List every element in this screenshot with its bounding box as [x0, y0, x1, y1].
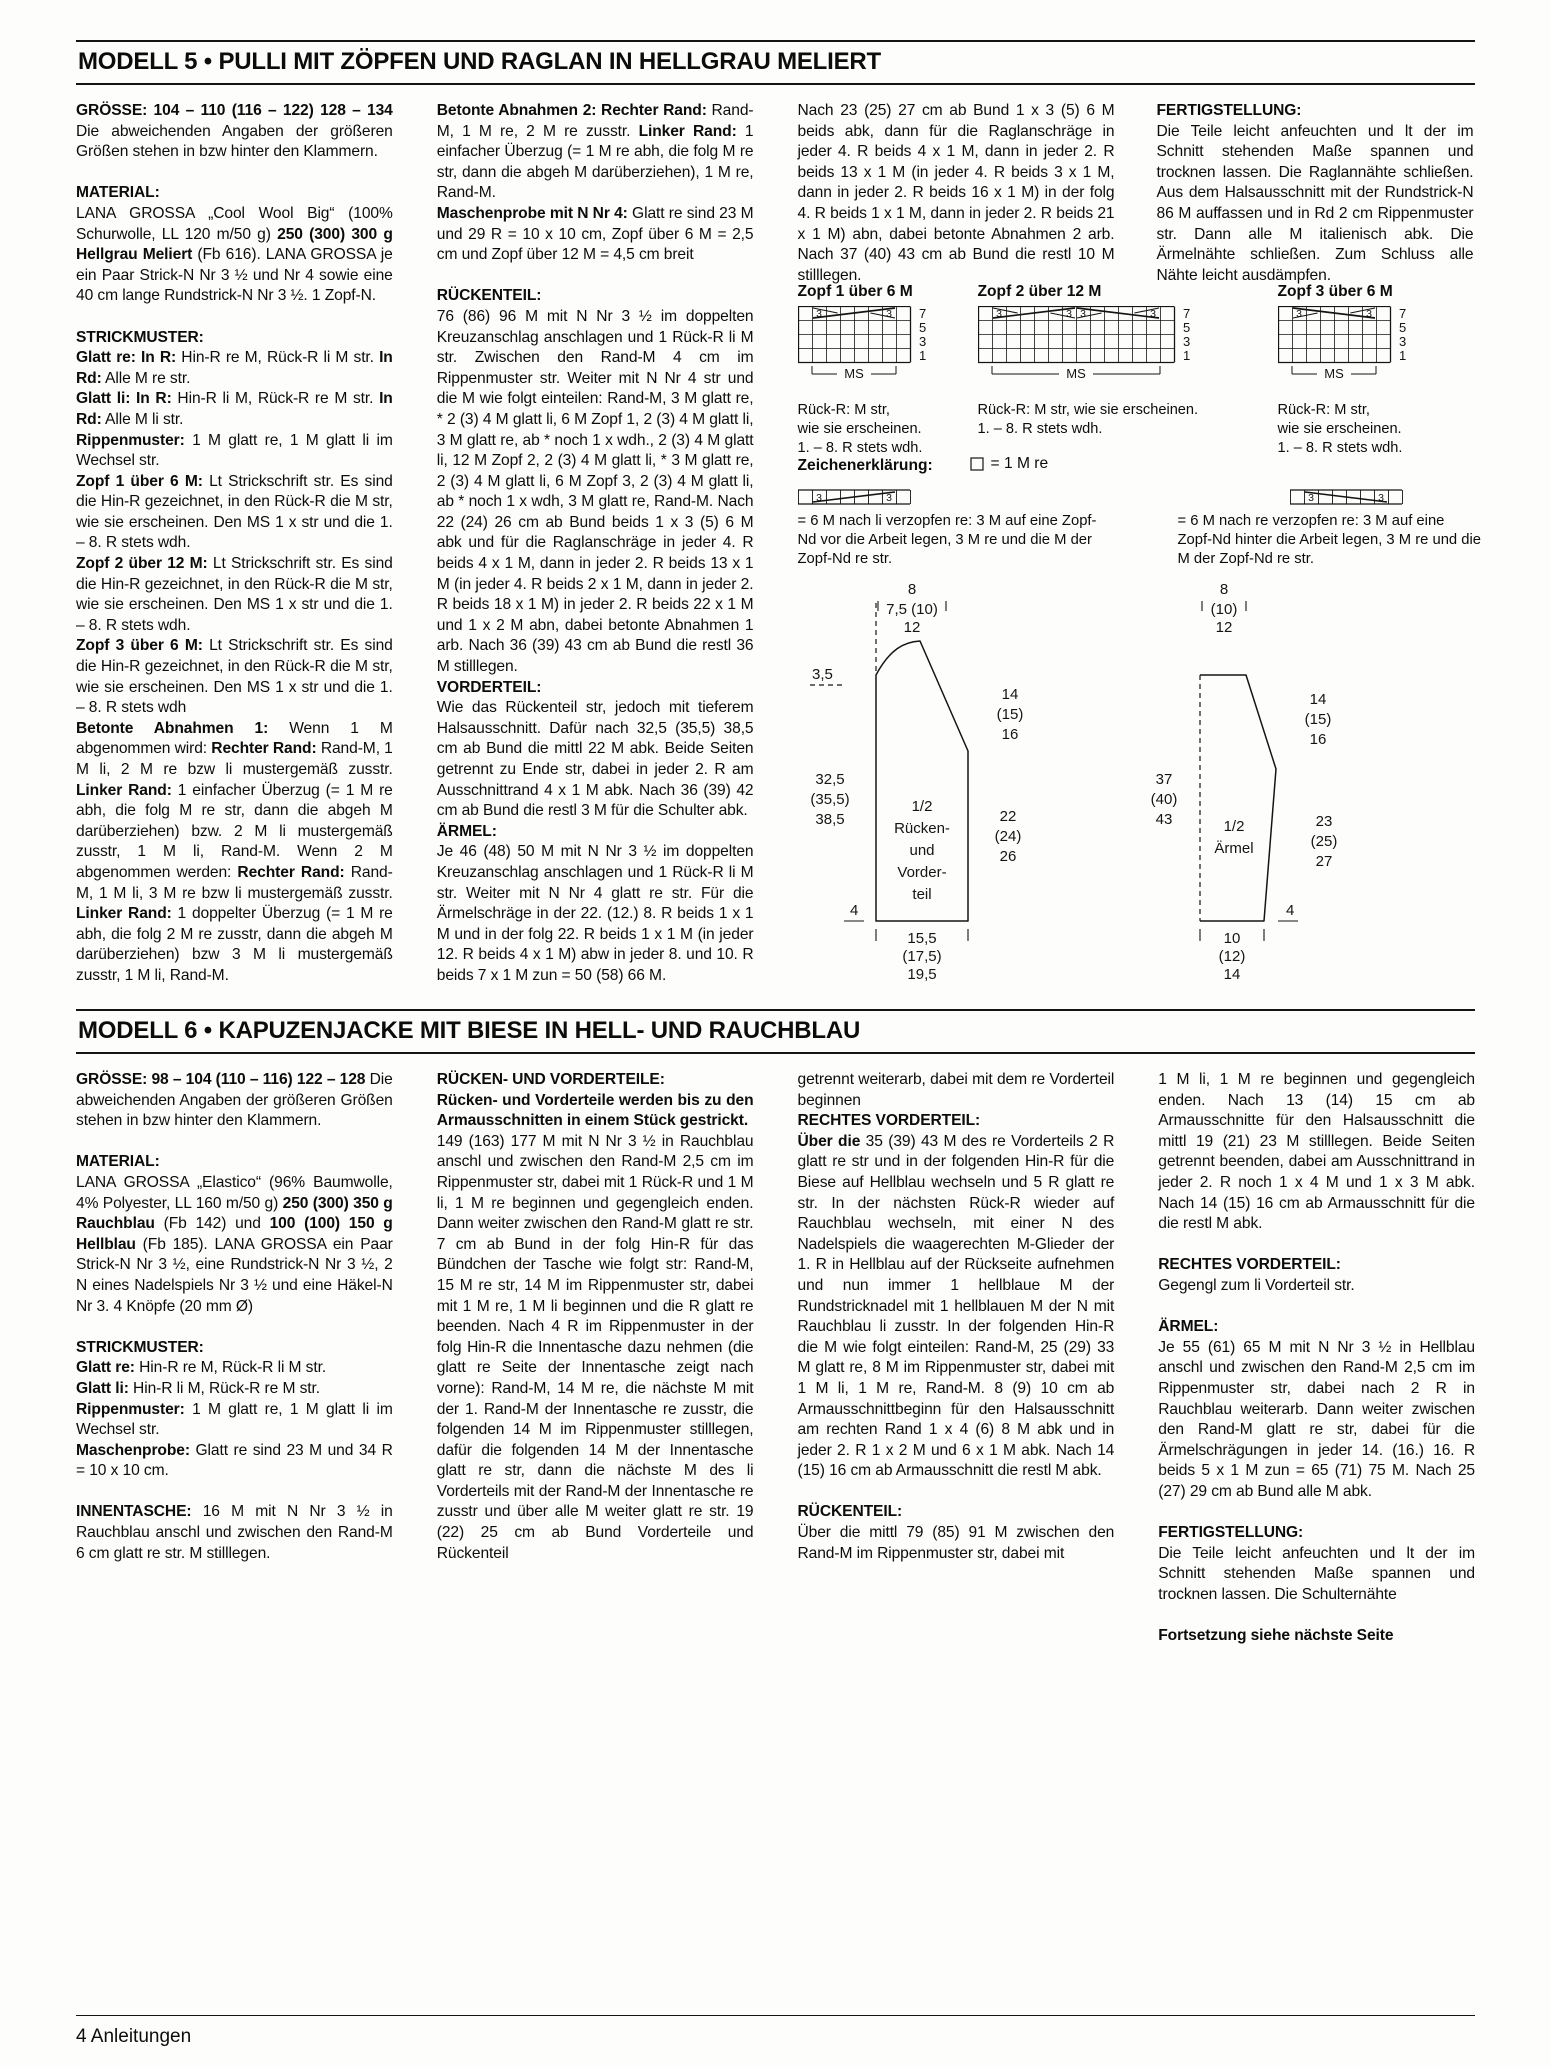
paragraph: Rücken- und Vorderteile werden bis zu den Armausschnitten in einem Stück gestrickt. [436, 1091, 754, 1130]
model6-body [76, 1070, 1475, 1647]
svg-text:7: 7 [1182, 306, 1190, 321]
paragraph: Zopf 2 über 12 M: Lt Strickschrift str. Es sind die Hin-R gezeichnet, in den Rück-R die M str, wie sie erscheinen. Den MS 1 x str und die 1. – 8. R stets wdh. [76, 555, 393, 634]
body-top-measure-3: 12 [903, 619, 920, 636]
cable-chart-zopf1 [798, 283, 936, 457]
body-piece-name-2: Rücken- [893, 820, 950, 837]
svg-text:3: 3 [1307, 492, 1314, 504]
paragraph: Betonte Abnahmen 1: Wenn 1 M abgenommen wird: Rechter Rand: Rand-M, 1 M li, 2 M re bzw li mustergemäß zusstr. Linker Rand: 1 einfacher Überzug (= 1 M re abh, die folg M re str, dann die abgeh M darüberziehen) bzw. 2 M li mustergemäß zusstr, 1 M li, Rand-M. Wenn 2 M abgenommen werden: Rechter Rand: Rand-M, 1 M li, 3 M re bzw li mustergemäß zusstr. Linker Rand: 1 doppelter Überzug (= 1 M re abh, die folg 2 M re zusstr, dann die abgeh M darüberziehen) bzw 3 M li mustergemäß zusstr, 1 M li, Rand-M. [76, 719, 393, 984]
sleeve-piece-name-1: 1/2 [1223, 818, 1244, 835]
paragraph: RÜCKENTEIL: [436, 287, 542, 305]
paragraph: Die Teile leicht anfeuchten und lt der im Schnitt stehenden Maße spannen und trocknen lassen. Die Schulternähte [1158, 1544, 1475, 1603]
model5-body [76, 101, 1482, 989]
svg-text:MS: MS [1065, 366, 1086, 381]
chart-title: Zopf 1 über 6 M [797, 283, 913, 300]
svg-text:3: 3 [1149, 308, 1156, 320]
sleeve-raglan-3: 16 [1309, 731, 1326, 748]
body-top-measure-1: 8 [907, 581, 916, 598]
body-top-measure-2: 7,5 (10) [885, 601, 938, 618]
paragraph: GRÖSSE: 104 – 110 (116 – 122) 128 – 134 Die abweichenden Angaben der größeren Größen stehen in bzw hinter den Klammern. [76, 102, 393, 161]
sleeve-schematic [1128, 579, 1388, 984]
paragraph: Rippenmuster: 1 M glatt re, 1 M glatt li im Wechsel str. [76, 431, 393, 470]
svg-text:3: 3 [918, 334, 926, 349]
m5-column-3 [798, 101, 1115, 286]
model5-header [76, 40, 1475, 85]
svg-text:1: 1 [1182, 348, 1190, 363]
chart-legend: Rück-R: M str, wie sie erscheinen. 1. – 8. R stets wdh. [797, 402, 923, 456]
body-side-1: 22 [999, 808, 1016, 825]
paragraph: GRÖSSE: 98 – 104 (110 – 116) 122 – 128 Die abweichenden Angaben der größeren Größen stehen in bzw hinter den Klammern. [76, 1071, 393, 1130]
paragraph: 149 (163) 177 M mit N Nr 3 ½ in Rauchblau anschl und zwischen den Rand-M 2,5 cm im Rippenmuster str, dabei mit 1 Rück-R und 1 M li, 1 M re beginnen und gegengleich enden. Dann weiter zwischen den Rand-M glatt re str. 7 cm ab Bund in der folg Hin-R für das Bündchen der Tasche wie folgt str: Rand-M, 15 M re str, 14 M im Rippenmuster str, dabei mit 1 M re, 1 M li beginnen und die R glatt re beenden. Nach 4 R im Rippenmuster in der folg Hin-R die Innentasche dazu nehmen (die glatt re Seite der Innentasche zeigt nach vorne): Rand-M, 14 M re, die nächste M mit der 1. Rand-M der Innentasche re zusstr, die folgenden 14 M im Rippenmuster stilllegen, dafür die folgenden 14 M der Innentasche glatt re str, dann die nächste M des li Vorderteils mit der Rand-M der Innentasche re zusstr und über alle M weiter glatt re str. 19 (22) 25 cm ab Bund Vorderteile und Rückenteil [436, 1132, 754, 1562]
cable-right-key [1178, 489, 1483, 569]
paragraph: Gegengl zum li Vorderteil str. [1158, 1276, 1355, 1294]
body-raglan-2: (15) [996, 706, 1023, 723]
paragraph: Die Teile leicht anfeuchten und lt der im Schnitt stehenden Maße spannen und trocknen lassen. Die Raglannähte schließen. Aus dem Halsausschnitt mit der Rundstrick-N 86 M auffassen und in Rd 2 cm Rippenmuster str. Dann alle M italienisch abk. Die Ärmelnähte schließen. Zum Schluss alle Nähte leicht ausdämpfen. [1156, 122, 1474, 284]
paragraph: 76 (86) 96 M mit N Nr 3 ½ im doppelten Kreuzanschlag anschlagen und 1 Rück-R li M str. Zwischen den Rand-M 4 cm im Rippenmuster str. Weiter mit N Nr 4 str und die M wie folgt einteilen: Rand-M, 3 M glatt re, * 2 (3) 4 M glatt li, 6 M Zopf 1, 2 (3) 4 M glatt li, 3 M glatt re, ab * noch 1 x wdh., 2 (3) 4 M glatt li, 12 M Zopf 2, 2 (3) 4 M glatt li, * 3 M glatt re, 2 (3) 4 M glatt li, 6 M Zopf 3, 2 (3) 4 M glatt li, ab * noch 1 x wdh, 3 M glatt re, Rand-M. Nach 22 (24) 26 cm ab Bund beids 1 x 3 (5) 6 M abk und für die Raglanschräge in jeder 4. R beids 4 x 1 M, dann in jeder 2. R beids 13 x 1 M (in jeder 4. R beids 2 x 1 M, dann in jeder 2. R beids 18 x 1 M) in jeder 2. R beids 22 x 1 M und 1 x 2 M abn, dabei betonte Abnahmen 1 arb. Nach 36 (39) 43 cm ab Bund die restl 36 M stilllegen. [436, 307, 754, 676]
paragraph: Maschenprobe: Glatt re sind 23 M und 34 R = 10 x 10 cm. [76, 1441, 393, 1480]
chart-title: Zopf 3 über 6 M [1277, 283, 1393, 300]
model5-title: MODELL 5 • PULLI MIT ZÖPFEN UND RAGLAN IN HELLGRAU MELIERT [78, 48, 882, 75]
m6-column-4 [1158, 1070, 1475, 1647]
sleeve-side-2: (25) [1310, 833, 1337, 850]
chart-grid [798, 306, 936, 390]
paragraph: VORDERTEIL: [436, 678, 542, 696]
model5-section [76, 40, 1482, 989]
svg-text:3: 3 [885, 492, 892, 504]
svg-text:3: 3 [1182, 334, 1190, 349]
cable-chart-zopf3 [1278, 283, 1416, 457]
body-raglan-1: 14 [1001, 686, 1018, 703]
body-length-1: 32,5 [814, 771, 845, 788]
paragraph: FERTIGSTELLUNG: [1158, 1524, 1304, 1542]
m5-column-1 [76, 101, 393, 989]
svg-text:5: 5 [1182, 320, 1190, 335]
sleeve-bottom-1: 10 [1223, 930, 1240, 947]
sleeve-bottom-3: 14 [1223, 966, 1240, 983]
svg-text:7: 7 [1398, 306, 1406, 321]
cable-left-text: = 6 M nach li verzopfen re: 3 M auf eine Zopf-Nd vor die Arbeit legen, 3 M re und die M der Zopf-Nd re str. [797, 513, 1097, 567]
model6-header [76, 1009, 1475, 1054]
body-raglan-3: 16 [1001, 726, 1018, 743]
sleeve-raglan-1: 14 [1309, 691, 1326, 708]
model6-title: MODELL 6 • KAPUZENJACKE MIT BIESE IN HELL- UND RAUCHBLAU [78, 1017, 861, 1044]
paragraph: FERTIGSTELLUNG: [1156, 102, 1302, 119]
paragraph: Rippenmuster: 1 M glatt re, 1 M glatt li im Wechsel str. [76, 1400, 393, 1439]
sleeve-length-2: (40) [1150, 791, 1177, 808]
paragraph: STRICKMUSTER: [76, 1338, 204, 1356]
svg-text:5: 5 [1398, 320, 1406, 335]
paragraph: MATERIAL: [76, 1153, 160, 1171]
cable-left-key [798, 489, 1103, 569]
svg-text:3: 3 [815, 308, 822, 320]
body-bottom-3: 19,5 [906, 966, 937, 983]
svg-text:3: 3 [1295, 308, 1302, 320]
paragraph: STRICKMUSTER: [76, 328, 204, 346]
paragraph: MATERIAL: [76, 184, 160, 202]
paragraph: Glatt li: In R: Hin-R li M, Rück-R re M str. In Rd: Alle M li str. [76, 390, 393, 428]
paragraph: Maschenprobe mit N Nr 4: Glatt re sind 23 M und 29 R = 10 x 10 cm, Zopf über 6 M = 2,5 cm und Zopf über 12 M = 4,5 cm breit [436, 204, 754, 264]
paragraph: Über die mittl 79 (85) 91 M zwischen den Rand-M im Rippenmuster str, dabei mit [797, 1524, 1115, 1562]
paragraph: Wie das Rückenteil str, jedoch mit tieferem Halsausschnitt. Dafür nach 32,5 (35,5) 38,5 cm ab Bund die mittl 22 M abk. Beide Seiten getrennt zu Ende str, dabei in jeder 2. R am Ausschnittrand 4 x 1 M abk. Nach 36 (39) 42 cm ab Bund die restl 3 M für die Schulter abk. [436, 699, 754, 820]
sleeve-piece-name-2: Ärmel [1213, 840, 1254, 857]
knit-stitch-icon [970, 457, 984, 471]
sleeve-top-measure-2: (10) [1210, 601, 1237, 618]
body-length-2: (35,5) [809, 791, 850, 808]
chart-legend: Rück-R: M str, wie sie erscheinen. 1. – 8. R stets wdh. [977, 402, 1199, 437]
paragraph: Betonte Abnahmen 2: Rechter Rand: Rand-M, 1 M re, 2 M re zusstr. Linker Rand: 1 einfacher Überzug (= 1 M re abh, die folg M re str, dann die abgeh M darüberziehen), 1 M re, Rand-M. [436, 102, 754, 202]
paragraph: LANA GROSSA „Elastico“ (96% Baumwolle, 4% Polyester, LL 160 m/50 g) 250 (300) 350 g Rauchblau (Fb 142) und 100 (100) 150 g Hellblau (Fb 185). LANA GROSSA ein Paar Strick-N Nr 3 ½, eine Rundstrick-N Nr 3 ½, 2 N eines Nadelspiels Nr 3 ½ und eine Häkel-N Nr 3. 4 Knöpfe (20 mm Ø) [76, 1173, 393, 1315]
svg-text:3: 3 [1377, 492, 1384, 504]
sleeve-raglan-2: (15) [1304, 711, 1331, 728]
symbol-key-title: Zeichenerklärung: [797, 457, 933, 474]
paragraph: Fortsetzung siehe nächste Seite [1158, 1627, 1394, 1645]
paragraph: RÜCKEN- UND VORDERTEILE: [436, 1071, 665, 1088]
paragraph: INNENTASCHE: 16 M mit N Nr 3 ½ in Rauchblau anschl und zwischen den Rand-M 6 cm glatt re str. M stilllegen. [76, 1503, 393, 1562]
svg-text:3: 3 [995, 308, 1002, 320]
paragraph: Glatt re: Hin-R re M, Rück-R li M str. [76, 1359, 327, 1377]
m6-column-1 [76, 1070, 393, 1647]
sleeve-side-3: 27 [1315, 853, 1332, 870]
svg-text:MS: MS [843, 366, 864, 381]
m6-column-2 [437, 1070, 754, 1647]
body-bottom-1: 15,5 [906, 930, 937, 947]
cable-right-text: = 6 M nach re verzopfen re: 3 M auf eine Zopf-Nd hinter die Arbeit legen, 3 M re und die M der Zopf-Nd re str. [1177, 513, 1482, 567]
paragraph: Über die 35 (39) 43 M des re Vorderteils 2 R glatt re str und in der folgenden Hin-R für die Biese auf Hellblau wechseln und 5 R glatt re str. In der nächsten Rück-R wieder auf Rauchblau wechseln, mit einer N des Nadelspiels die waagerechten M-Glieder der 1. R in Hellblau auf der Rückseite aufnehmen und nun immer 1 hellblaue M der Rundstricknadel mit 1 hellblauen M der N mit Rauchblau li zusstr. In der folgenden Hin-R die M wie folgt einteilen: Rand-M, 25 (29) 33 M glatt re, 8 M im Rippenmuster str, dabei mit 1 M li, 1 M re, Rand-M. 8 (9) 10 cm ab Armausschnittbeginn für den Halsausschnitt am rechten Rand 1 x 4 (6) 8 M abk und in jeder 2. R 1 x 2 M und 6 x 1 M abk. Nach 14 (15) 16 cm ab Armausschnitt die restl M abk. [797, 1132, 1115, 1480]
svg-text:3: 3 [1398, 334, 1406, 349]
sleeve-top-measure-1: 8 [1219, 581, 1228, 598]
paragraph: RECHTES VORDERTEIL: [1158, 1256, 1341, 1274]
body-rib-height-label: 4 [849, 902, 858, 919]
chart-grid [978, 306, 1200, 390]
page-footer [76, 2015, 1475, 2048]
paragraph: Zopf 1 über 6 M: Lt Strickschrift str. Es sind die Hin-R gezeichnet, in den Rück-R die M str, wie sie erscheinen. Den MS 1 x str und die 1. – 8. R stets wdh. [76, 472, 393, 552]
body-length-3: 38,5 [814, 811, 845, 828]
paragraph: Zopf 3 über 6 M: Lt Strickschrift str. Es sind die Hin-R gezeichnet, in den Rück-R die M str, wie sie erscheinen. Den MS 1 x str und die 1. – 8. R stets wdh [76, 637, 393, 717]
sleeve-top-measure-3: 12 [1215, 619, 1232, 636]
sleeve-rib-height-label: 4 [1285, 902, 1294, 919]
svg-text:1: 1 [1398, 348, 1406, 363]
chart-grid [1278, 306, 1416, 390]
knit-stitch-label: = 1 M re [990, 455, 1049, 472]
body-piece-name-4: Vorder- [896, 864, 947, 881]
cable-left-icon [798, 489, 914, 506]
svg-text:5: 5 [918, 320, 926, 335]
body-bottom-2: (17,5) [901, 948, 942, 965]
cable-right-icon [1290, 489, 1406, 506]
svg-text:3: 3 [885, 308, 892, 320]
paragraph: LANA GROSSA „Cool Wool Big“ (100% Schurwolle, LL 120 m/50 g) 250 (300) 300 g Hellgrau Meliert (Fb 616). LANA GROSSA je ein Paar Strick-N Nr 3 ½ und Nr 4 sowie eine 40 cm lange Rundstrick-N Nr 3 ½. 1 Zopf-N. [76, 204, 393, 305]
body-piece-name-5: teil [911, 886, 932, 903]
paragraph: RECHTES VORDERTEIL: [797, 1112, 981, 1130]
svg-text:7: 7 [918, 306, 926, 321]
sleeve-bottom-2: (12) [1218, 948, 1245, 965]
model6-section [76, 1009, 1475, 1647]
m6-column-3 [798, 1070, 1115, 1647]
cable-chart-zopf2 [978, 283, 1200, 439]
svg-text:MS: MS [1323, 366, 1344, 381]
sleeve-length-3: 43 [1155, 811, 1172, 828]
body-schematic [798, 579, 1098, 984]
paragraph: ÄRMEL: [436, 822, 497, 840]
svg-text:3: 3 [815, 492, 822, 504]
svg-text:3: 3 [1065, 308, 1072, 320]
paragraph: Glatt li: Hin-R li M, Rück-R re M str. [76, 1379, 320, 1397]
paragraph: Nach 23 (25) 27 cm ab Bund 1 x 3 (5) 6 M beids abk, dann für die Raglanschräge in jeder 4. R beids 4 x 1 M, dann in jeder 2. R beids 13 x 1 M (in jeder 4. R beids 3 x 1 M, dann in jeder 2. R beids 16 x 1 M) in der folg 4. R beids 1 x 1 M, dann in jeder 2. R beids 21 x 1 M) abn, dabei betonte Abnahmen 2 arb. Nach 37 (40) 43 cm ab Bund die restl 10 M stilllegen. [797, 102, 1115, 284]
m5-column-2 [437, 101, 754, 989]
symbol-key-knit-item [970, 455, 1049, 473]
paragraph: Je 46 (48) 50 M mit N Nr 3 ½ im doppelten Kreuzanschlag anschlagen und 1 Rück-R li M str. Weiter mit N Nr 4 glatt re str. Für die Ärmelschräge in der 22. (12.) 8. R beids 1 x 1 M und in der folg 22. R beids 1 x 1 M (in jeder 12. R beids 4 x 1 M) abw in jeder 8. und 10. R beids 7 x 1 M zun = 50 (58) 66 M. [436, 843, 754, 984]
page-footer-text: 4 Anleitungen [76, 2026, 192, 2047]
svg-text:3: 3 [1365, 308, 1372, 320]
svg-text:1: 1 [918, 348, 926, 363]
chart-title: Zopf 2 über 12 M [977, 283, 1102, 300]
body-neck-depth-label: 3,5 [811, 666, 833, 683]
paragraph: 1 M li, 1 M re beginnen und gegengleich enden. Nach 13 (14) 15 cm ab Armausschnitte für den Halsausschnitt die mittl 19 (21) 23 M stilllegen. Beide Seiten getrennt beenden, dabei am Ausschnittrand in jeder 2. R noch 1 x 4 M und 1 x 3 M abk. Nach 14 (15) 16 cm ab Armausschnitt für die die restl M abk. [1158, 1071, 1475, 1233]
paragraph: RÜCKENTEIL: [797, 1503, 903, 1521]
m5-charts-and-schematics [797, 101, 1482, 989]
body-piece-name-1: 1/2 [911, 798, 932, 815]
svg-text:3: 3 [1079, 308, 1086, 320]
chart-legend: Rück-R: M str, wie sie erscheinen. 1. – 8. R stets wdh. [1277, 402, 1403, 456]
sleeve-side-1: 23 [1315, 813, 1332, 830]
paragraph: Je 55 (61) 65 M mit N Nr 3 ½ in Hellblau anschl und zwischen den Rand-M 2,5 cm im Rippenmuster str, dabei nach 2 R in Rauchblau weiterarb. Dann weiter zwischen den Rand-M glatt re str, dabei für die Ärmelschrägungen in jeder 14. (16.) 16. R beids 5 x 1 M zun = 65 (71) 75 M. Nach 25 (27) 29 cm ab Bund alle M abk. [1158, 1338, 1475, 1500]
body-side-3: 26 [999, 848, 1016, 865]
body-side-2: (24) [994, 828, 1021, 845]
paragraph: ÄRMEL: [1158, 1318, 1219, 1336]
paragraph: getrennt weiterarb, dabei mit dem re Vorderteil beginnen [797, 1071, 1115, 1109]
body-piece-name-3: und [908, 842, 935, 859]
sleeve-length-1: 37 [1155, 771, 1172, 788]
paragraph: Glatt re: In R: Hin-R re M, Rück-R li M str. In Rd: Alle M re str. [76, 349, 393, 387]
m5-column-4 [1157, 101, 1474, 286]
sleeve-outline [1200, 675, 1276, 921]
